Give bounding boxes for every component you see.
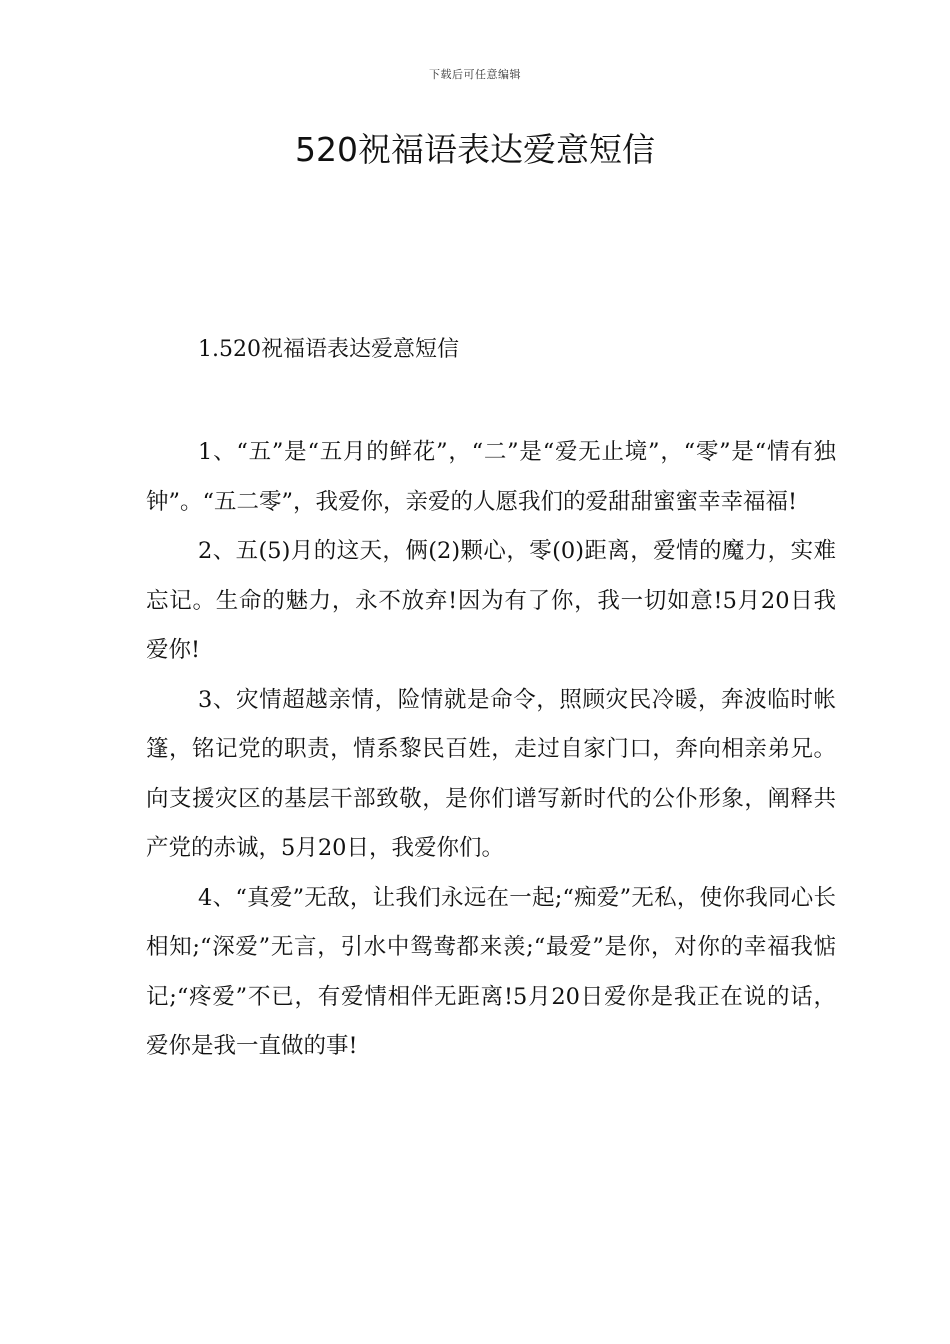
page-title: 520祝福语表达爱意短信	[295, 130, 655, 169]
paragraph-4: 4、“真爱”无敌，让我们永远在一起;“痴爱”无私，使你我同心长相知;“深爱”无言，引水中鸳鸯都来羡;“最爱”是你，对你的幸福我惦记;“疼爱”不已，有爱情相伴无距离!5月20日爱你是我正在说的话，爱你是我一直做的事!	[146, 884, 836, 1059]
document-body	[146, 428, 836, 1072]
section-heading: 1.520祝福语表达爱意短信	[198, 337, 459, 362]
paragraph-3: 3、灾情超越亲情，险情就是命令，照顾灾民冷暖，奔波临时帐篷，铭记党的职责，情系黎民百姓，走过自家门口，奔向相亲弟兄。向支援灾区的基层干部致敬，是你们谱写新时代的公仆形象，阐释共产党的赤诚，5月20日，我爱你们。	[146, 686, 836, 861]
paragraph-2: 2、五(5)月的这天，俩(2)颗心，零(0)距离，爱情的魔力，实难忘记。生命的魅力，永不放弃!因为有了你，我一切如意!5月20日我爱你!	[146, 538, 836, 663]
header-note: 下载后可任意编辑	[429, 68, 521, 81]
paragraph-1: 1、“五”是“五月的鲜花”，“二”是“爱无止境”，“零”是“情有独钟”。“五二零”，我爱你，亲爱的人愿我们的爱甜甜蜜蜜幸幸福福!	[146, 439, 836, 515]
